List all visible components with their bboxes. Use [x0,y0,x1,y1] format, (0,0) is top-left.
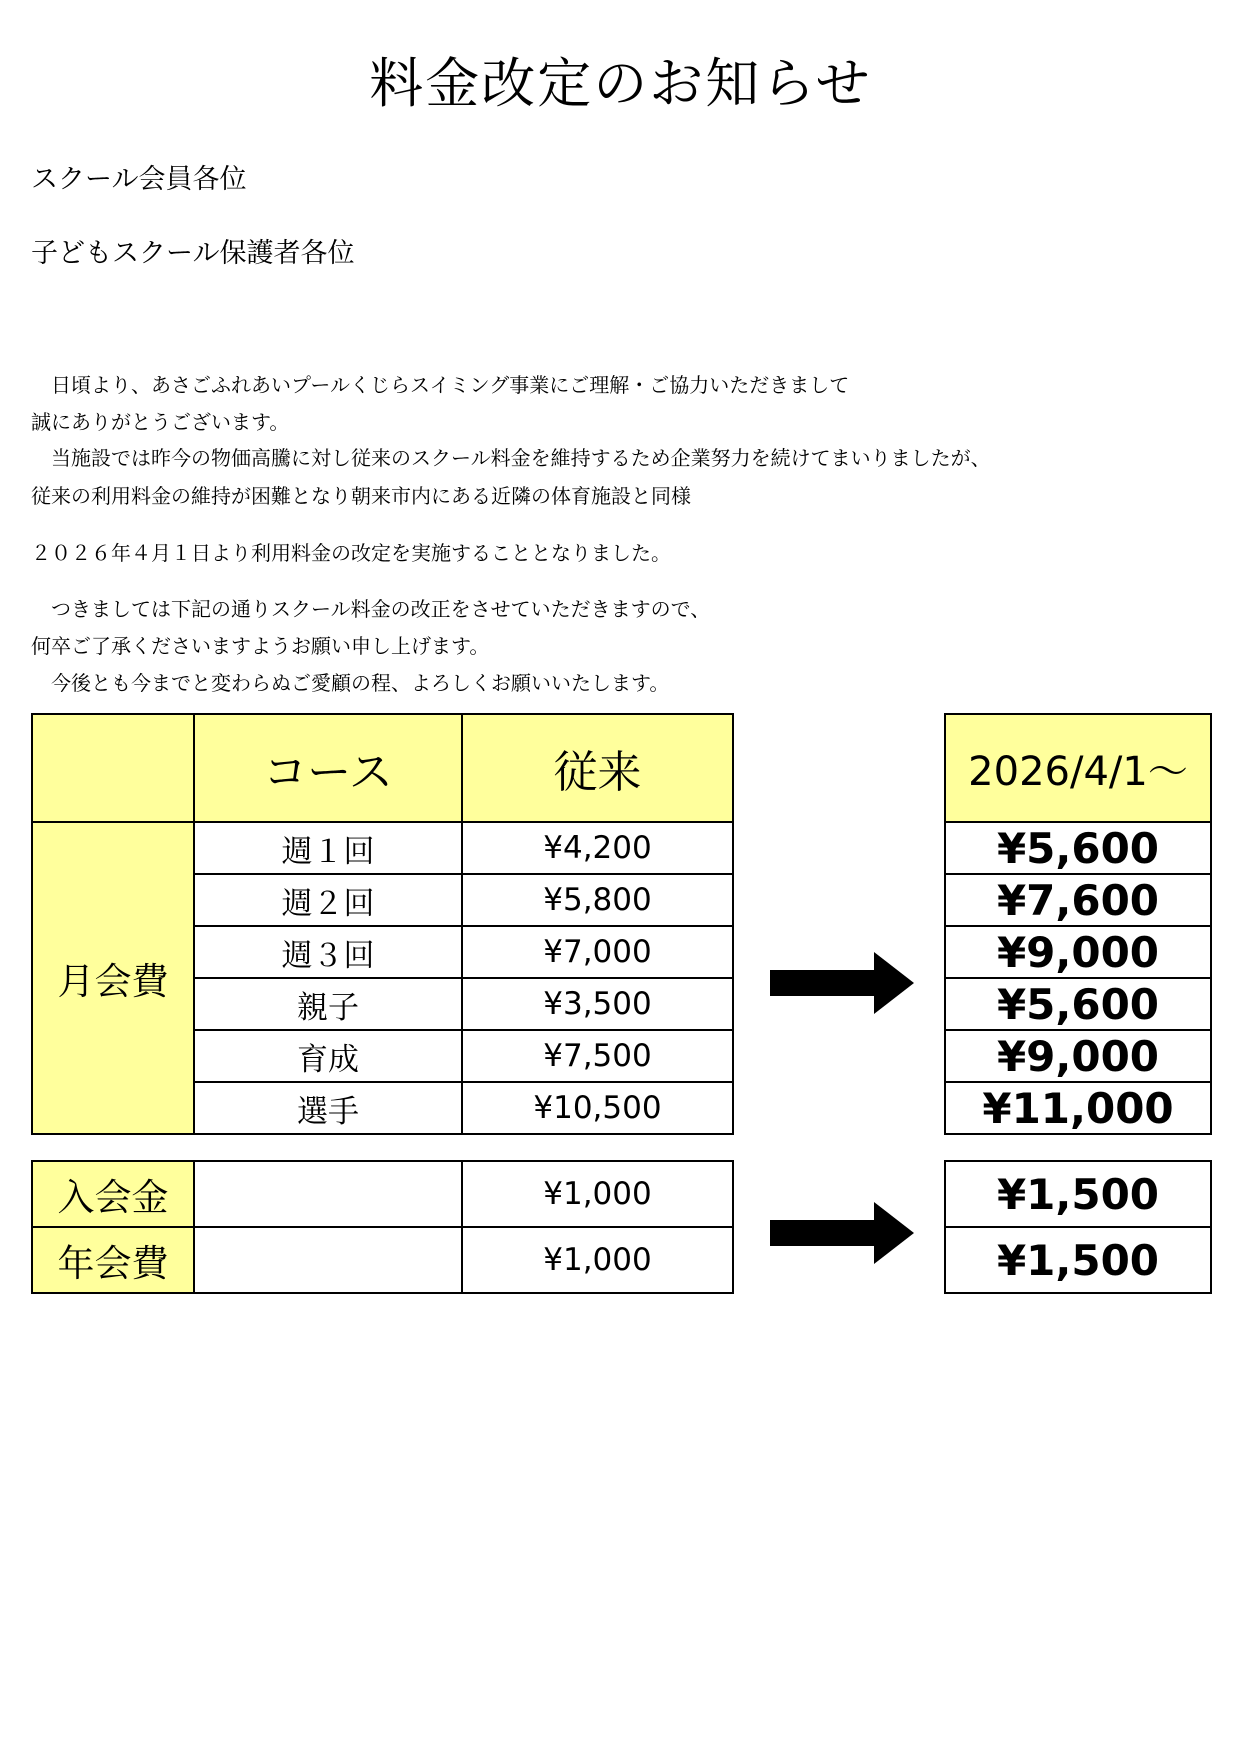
table-row [945,926,1211,978]
right-arrow-icon [770,952,914,1014]
course-cell: 週３回 [194,926,462,978]
course-cell [194,1161,462,1227]
table-row [945,1161,1211,1227]
table-row [32,822,733,874]
new-price-cell: ¥7,600 [945,874,1211,926]
body-paragraph: 今後とも今までと変わらぬご愛顧の程、よろしくお願いいたします。 [31,671,670,695]
table-row [945,874,1211,926]
addressee-members: スクール会員各位 [31,164,247,195]
entry-annual-fee-table [31,1160,734,1294]
table-header-row [945,714,1211,822]
table-row [32,1161,733,1227]
new-price-cell: ¥9,000 [945,1030,1211,1082]
monthly-fee-table [31,713,734,1135]
body-paragraph: 日頃より、あさごふれあいプールくじらスイミング事業にご理解・ご協力いただきまして [31,373,850,397]
addressee-guardians: 子どもスクール保護者各位 [31,238,355,269]
old-price-cell: ¥7,000 [462,926,733,978]
course-cell [194,1227,462,1293]
table-row [32,1227,733,1293]
old-price-cell: ¥5,800 [462,874,733,926]
course-cell: 選手 [194,1082,462,1134]
category-entry-fee: 入会金 [32,1161,194,1227]
new-price-cell: ¥5,600 [945,978,1211,1030]
table-row [945,822,1211,874]
course-cell: 週１回 [194,822,462,874]
body-paragraph: 何卒ご了承くださいますようお願い申し上げます。 [31,634,490,658]
header-blank-cell [32,714,194,822]
course-cell: 週２回 [194,874,462,926]
body-paragraph: 誠にありがとうございます。 [31,410,290,434]
header-new-price: 2026/4/1～ [945,714,1211,822]
body-paragraph: 従来の利用料金の維持が困難となり朝来市内にある近隣の体育施設と同様 [31,484,691,508]
course-cell: 親子 [194,978,462,1030]
course-cell: 育成 [194,1030,462,1082]
new-entry-annual-fee-table [944,1160,1212,1294]
category-annual-fee: 年会費 [32,1227,194,1293]
new-monthly-fee-table [944,713,1212,1135]
header-course: コース [194,714,462,822]
new-price-cell: ¥5,600 [945,822,1211,874]
old-price-cell: ¥10,500 [462,1082,733,1134]
body-paragraph: つきましては下記の通りスクール料金の改正をさせていただきますので、 [31,597,711,621]
category-monthly-fee: 月会費 [32,822,194,1134]
right-arrow-icon [770,1202,914,1264]
body-paragraph: ２０２６年４月１日より利用料金の改定を実施することとなりました。 [31,541,671,565]
new-price-cell: ¥9,000 [945,926,1211,978]
new-price-cell: ¥1,500 [945,1227,1211,1293]
old-price-cell: ¥1,000 [462,1227,733,1293]
table-header-row [32,714,733,822]
page-title: 料金改定のお知らせ [369,52,872,115]
header-old-price: 従来 [462,714,733,822]
old-price-cell: ¥4,200 [462,822,733,874]
new-price-cell: ¥1,500 [945,1161,1211,1227]
new-price-cell: ¥11,000 [945,1082,1211,1134]
old-price-cell: ¥3,500 [462,978,733,1030]
table-row [945,1082,1211,1134]
table-row [945,1227,1211,1293]
table-row [945,1030,1211,1082]
old-price-cell: ¥1,000 [462,1161,733,1227]
old-price-cell: ¥7,500 [462,1030,733,1082]
table-row [945,978,1211,1030]
body-paragraph: 当施設では昨今の物価高騰に対し従来のスクール料金を維持するため企業努力を続けてまいりましたが、 [31,446,991,470]
